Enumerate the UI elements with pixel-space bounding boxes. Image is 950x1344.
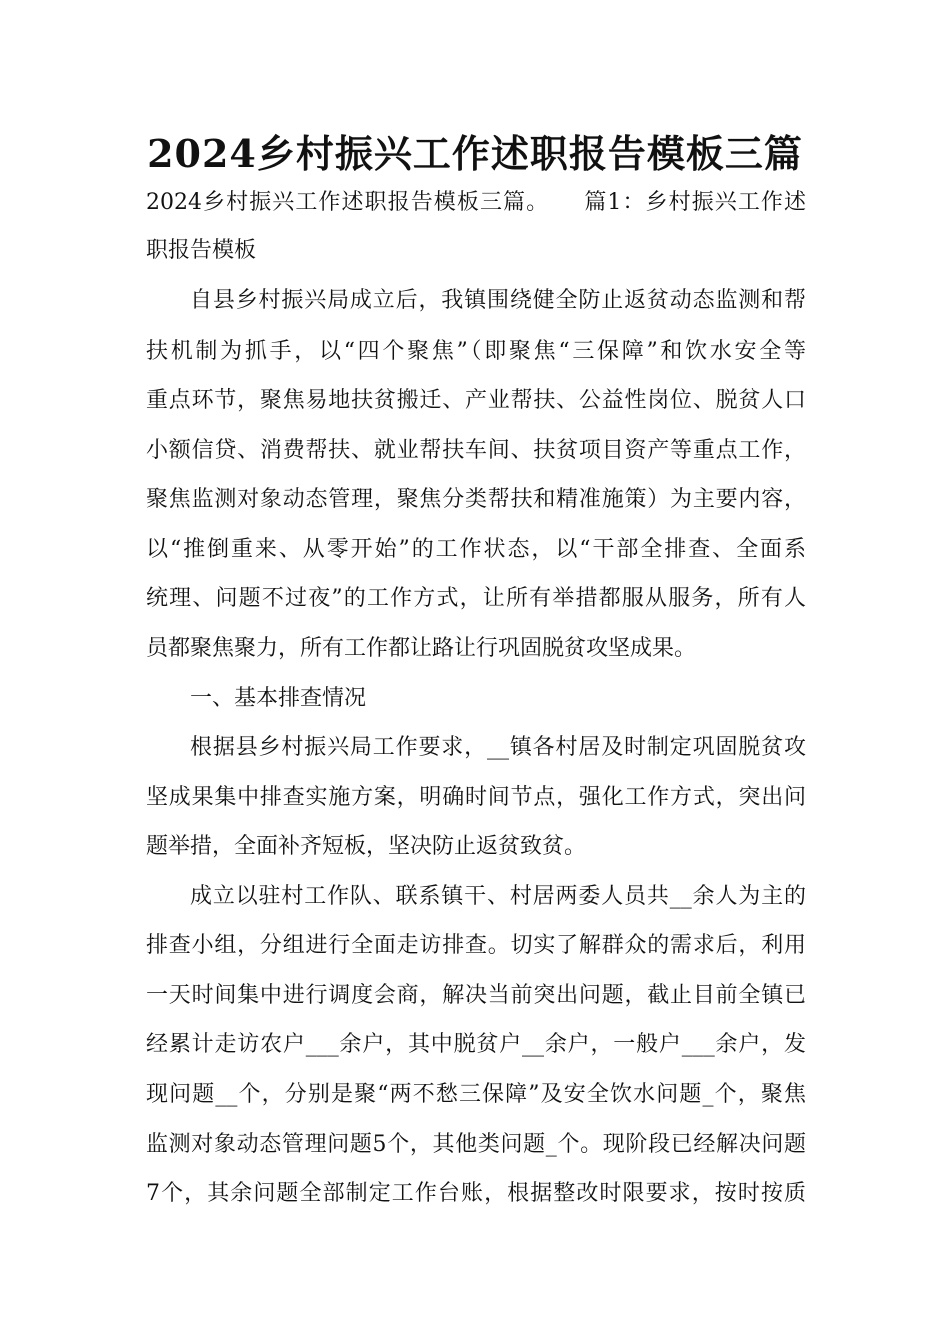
text-line: 经累计走访农户___余户，其中脱贫户__余户，一般户___余户，发: [146, 1032, 806, 1057]
text-line: 小额信贷、消费帮扶、就业帮扶车间、扶贫项目资产等重点工作，: [146, 438, 806, 463]
text-line: 扶机制为抓手，以“四个聚焦”（即聚焦“三保障”和饮水安全等: [146, 339, 806, 364]
text-line: 成立以驻村工作队、联系镇干、村居两委人员共__余人为主的: [190, 884, 806, 909]
text-line: 统理、问题不过夜”的工作方式，让所有举措都服从服务，所有人: [146, 586, 806, 611]
text-line: 员都聚焦聚力，所有工作都让路让行巩固脱贫攻坚成果。: [146, 636, 697, 661]
text-line: 聚焦监测对象动态管理，聚焦分类帮扶和精准施策）为主要内容，: [146, 487, 806, 512]
text-line: 现问题__个，分别是聚“两不愁三保障”及安全饮水问题_个，聚焦: [146, 1082, 806, 1107]
text-line: 自县乡村振兴局成立后，我镇围绕健全防止返贫动态监测和帮: [190, 288, 806, 313]
section-heading: 一、基本排查情况: [190, 686, 367, 711]
text-line: 一天时间集中进行调度会商，解决当前突出问题，截止目前全镇已: [146, 983, 806, 1008]
text-line: 以“推倒重来、从零开始”的工作状态，以“干部全排查、全面系: [146, 537, 806, 562]
text-line: 监测对象动态管理问题5个，其他类问题_个。现阶段已经解决问题: [146, 1132, 806, 1157]
text-line: 职报告模板: [146, 238, 257, 263]
text-line: 7个，其余问题全部制定工作台账，根据整改时限要求，按时按质: [146, 1181, 806, 1206]
text-line: 根据县乡村振兴局工作要求，__镇各村居及时制定巩固脱贫攻: [190, 735, 806, 760]
text-line: 坚成果集中排查实施方案，明确时间节点，强化工作方式，突出问: [146, 785, 806, 810]
text-line: 题举措，全面补齐短板，坚决防止返贫致贫。: [146, 834, 587, 859]
text-line: 重点环节，聚焦易地扶贫搬迁、产业帮扶、公益性岗位、脱贫人口: [146, 388, 806, 413]
text-line: 2024乡村振兴工作述职报告模板三篇。 篇1：乡村振兴工作述: [146, 190, 806, 215]
text-line: 排查小组，分组进行全面走访排查。切实了解群众的需求后，利用: [146, 933, 806, 958]
document-title: 2024乡村振兴工作述职报告模板三篇: [147, 131, 803, 176]
